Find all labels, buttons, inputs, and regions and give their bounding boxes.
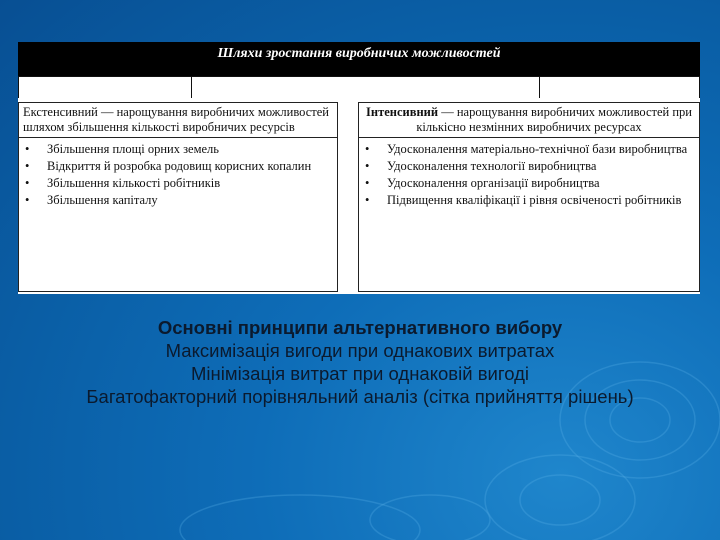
intensive-list (359, 138, 699, 214)
extensive-item: • Збільшення площі орних земель (23, 142, 333, 157)
connector-left-vertical (18, 76, 19, 98)
intensive-item: • Удосконалення організації виробництва (363, 176, 695, 191)
connector-top-horizontal (18, 76, 700, 77)
intensive-box (358, 102, 700, 292)
extensive-item: • Відкриття й розробка родовищ корисних копалин (23, 159, 333, 174)
connector-right-vertical (699, 76, 700, 98)
intensive-heading (359, 103, 699, 138)
connector-mid-right-vertical (539, 76, 540, 98)
extensive-item: • Збільшення капіталу (23, 193, 333, 208)
growth-paths-diagram (18, 42, 700, 294)
principle-line: Мінімізація витрат при однаковій вигоді (191, 363, 529, 384)
connector-mid-left-vertical (191, 76, 192, 98)
intensive-item: • Удосконалення матеріально-технічної бази виробництва (363, 142, 695, 157)
principles-block (40, 316, 680, 408)
extensive-list (19, 138, 337, 214)
principles-heading: Основні принципи альтернативного вибору (157, 317, 563, 338)
extensive-box (18, 102, 338, 292)
diagram-title: Шляхи зростання виробничих можливостей (18, 42, 700, 76)
intensive-heading-bold: Інтенсивний (366, 105, 439, 119)
intensive-item: • Удосконалення технології виробництва (363, 159, 695, 174)
extensive-heading: Екстенсивний — нарощування виробничих можливостей шляхом збільшення кількості виробничих ресурсів (19, 103, 337, 138)
principle-line: Максимізація вигоди при однакових витратах (165, 340, 555, 361)
extensive-item: • Збільшення кількості робітників (23, 176, 333, 191)
intensive-item: • Підвищення кваліфікації і рівня освіченості робітників (363, 193, 695, 208)
principle-line: Багатофакторний порівняльний аналіз (сітка прийняття рішень) (86, 386, 634, 407)
intensive-heading-rest: — нарощування виробничих можливостей при кількісно незмінних виробничих ресурсах (416, 105, 692, 134)
